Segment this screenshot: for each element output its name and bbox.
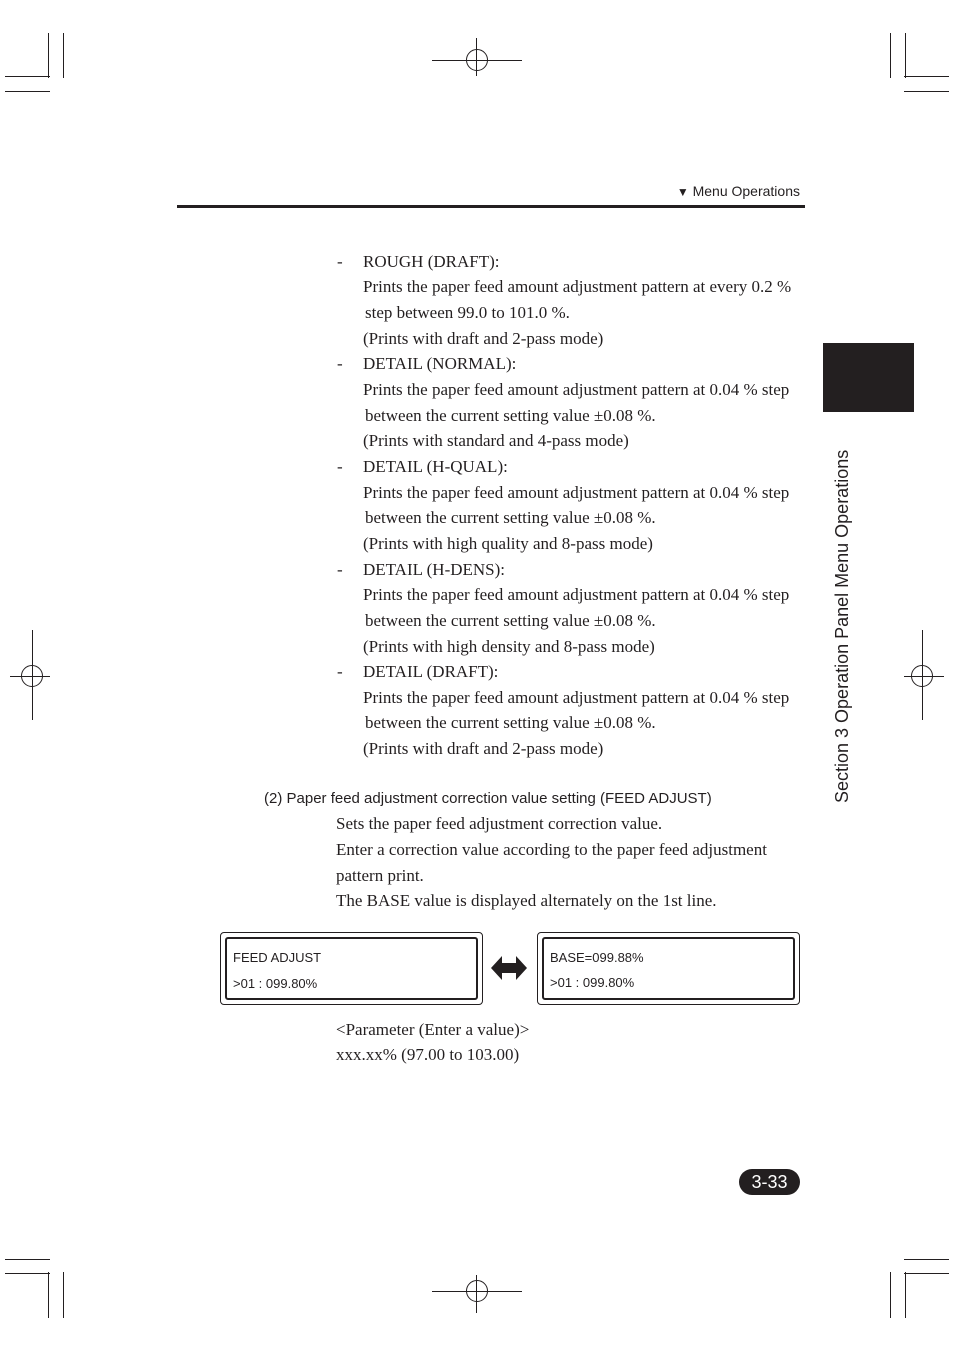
mode-description: between the current setting value ±0.08 %. [365,406,656,425]
paragraph-line: The BASE value is displayed alternately on the 1st line. [336,891,717,910]
paragraph-line: Enter a correction value according to the paper feed adjustment [336,840,767,859]
parameter-range: xxx.xx% (97.00 to 103.00) [336,1045,520,1064]
bullet-dash: - [337,457,343,476]
bullet-dash: - [337,662,343,681]
lcd-display-feed-adjust [220,932,483,1005]
mode-description: Prints the paper feed amount adjustment pattern at 0.04 % step [363,585,790,604]
header-rule [177,205,805,208]
mode-description: Prints the paper feed amount adjustment pattern at every 0.2 % [363,277,792,296]
bullet-dash: - [337,354,343,373]
page-number: 3-33 [739,1169,800,1195]
mode-description: Prints the paper feed amount adjustment pattern at 0.04 % step [363,380,790,399]
bullet-dash: - [337,252,343,271]
parameter-label: <Parameter (Enter a value)> [336,1020,530,1039]
lcd-line-1: BASE=099.88% [550,950,644,965]
mode-description: between the current setting value ±0.08 %. [365,713,656,732]
lcd-display-base [537,932,800,1005]
mode-description: Prints the paper feed amount adjustment pattern at 0.04 % step [363,688,790,707]
section-tab-block [823,343,914,412]
mode-pass-info: (Prints with high density and 8-pass mode) [363,637,655,656]
mode-description: Prints the paper feed amount adjustment pattern at 0.04 % step [363,483,790,502]
mode-name: DETAIL (DRAFT): [363,662,499,681]
mode-name: DETAIL (H-DENS): [363,560,506,579]
mode-pass-info: (Prints with standard and 4-pass mode) [363,431,629,450]
mode-description: between the current setting value ±0.08 %. [365,508,656,527]
paragraph-line: pattern print. [336,866,424,885]
mode-description: step between 99.0 to 101.0 %. [365,303,570,322]
running-header [677,183,800,199]
mode-name: DETAIL (H-QUAL): [363,457,508,476]
mode-pass-info: (Prints with high quality and 8-pass mode) [363,534,653,553]
paragraph-line: Sets the paper feed adjustment correction value. [336,814,663,833]
mode-name: ROUGH (DRAFT): [363,252,500,271]
mode-name: DETAIL (NORMAL): [363,354,517,373]
mode-description: between the current setting value ±0.08 %. [365,611,656,630]
double-arrow-icon [491,955,527,981]
lcd-line-2: >01 : 099.80% [233,976,318,991]
mode-pass-info: (Prints with draft and 2-pass mode) [363,739,604,758]
bullet-dash: - [337,560,343,579]
lcd-line-2: >01 : 099.80% [550,975,635,990]
header-title: Menu Operations [692,183,800,199]
triangle-down-icon: ▼ [676,185,689,199]
lcd-line-1: FEED ADJUST [233,950,322,965]
lcd-screen [225,937,478,1000]
section-heading: (2) Paper feed adjustment correction value setting (FEED ADJUST) [264,790,712,807]
lcd-screen [542,937,795,1000]
mode-pass-info: (Prints with draft and 2-pass mode) [363,329,604,348]
section-tab-label: Section 3 Operation Panel Menu Operations [832,449,852,803]
